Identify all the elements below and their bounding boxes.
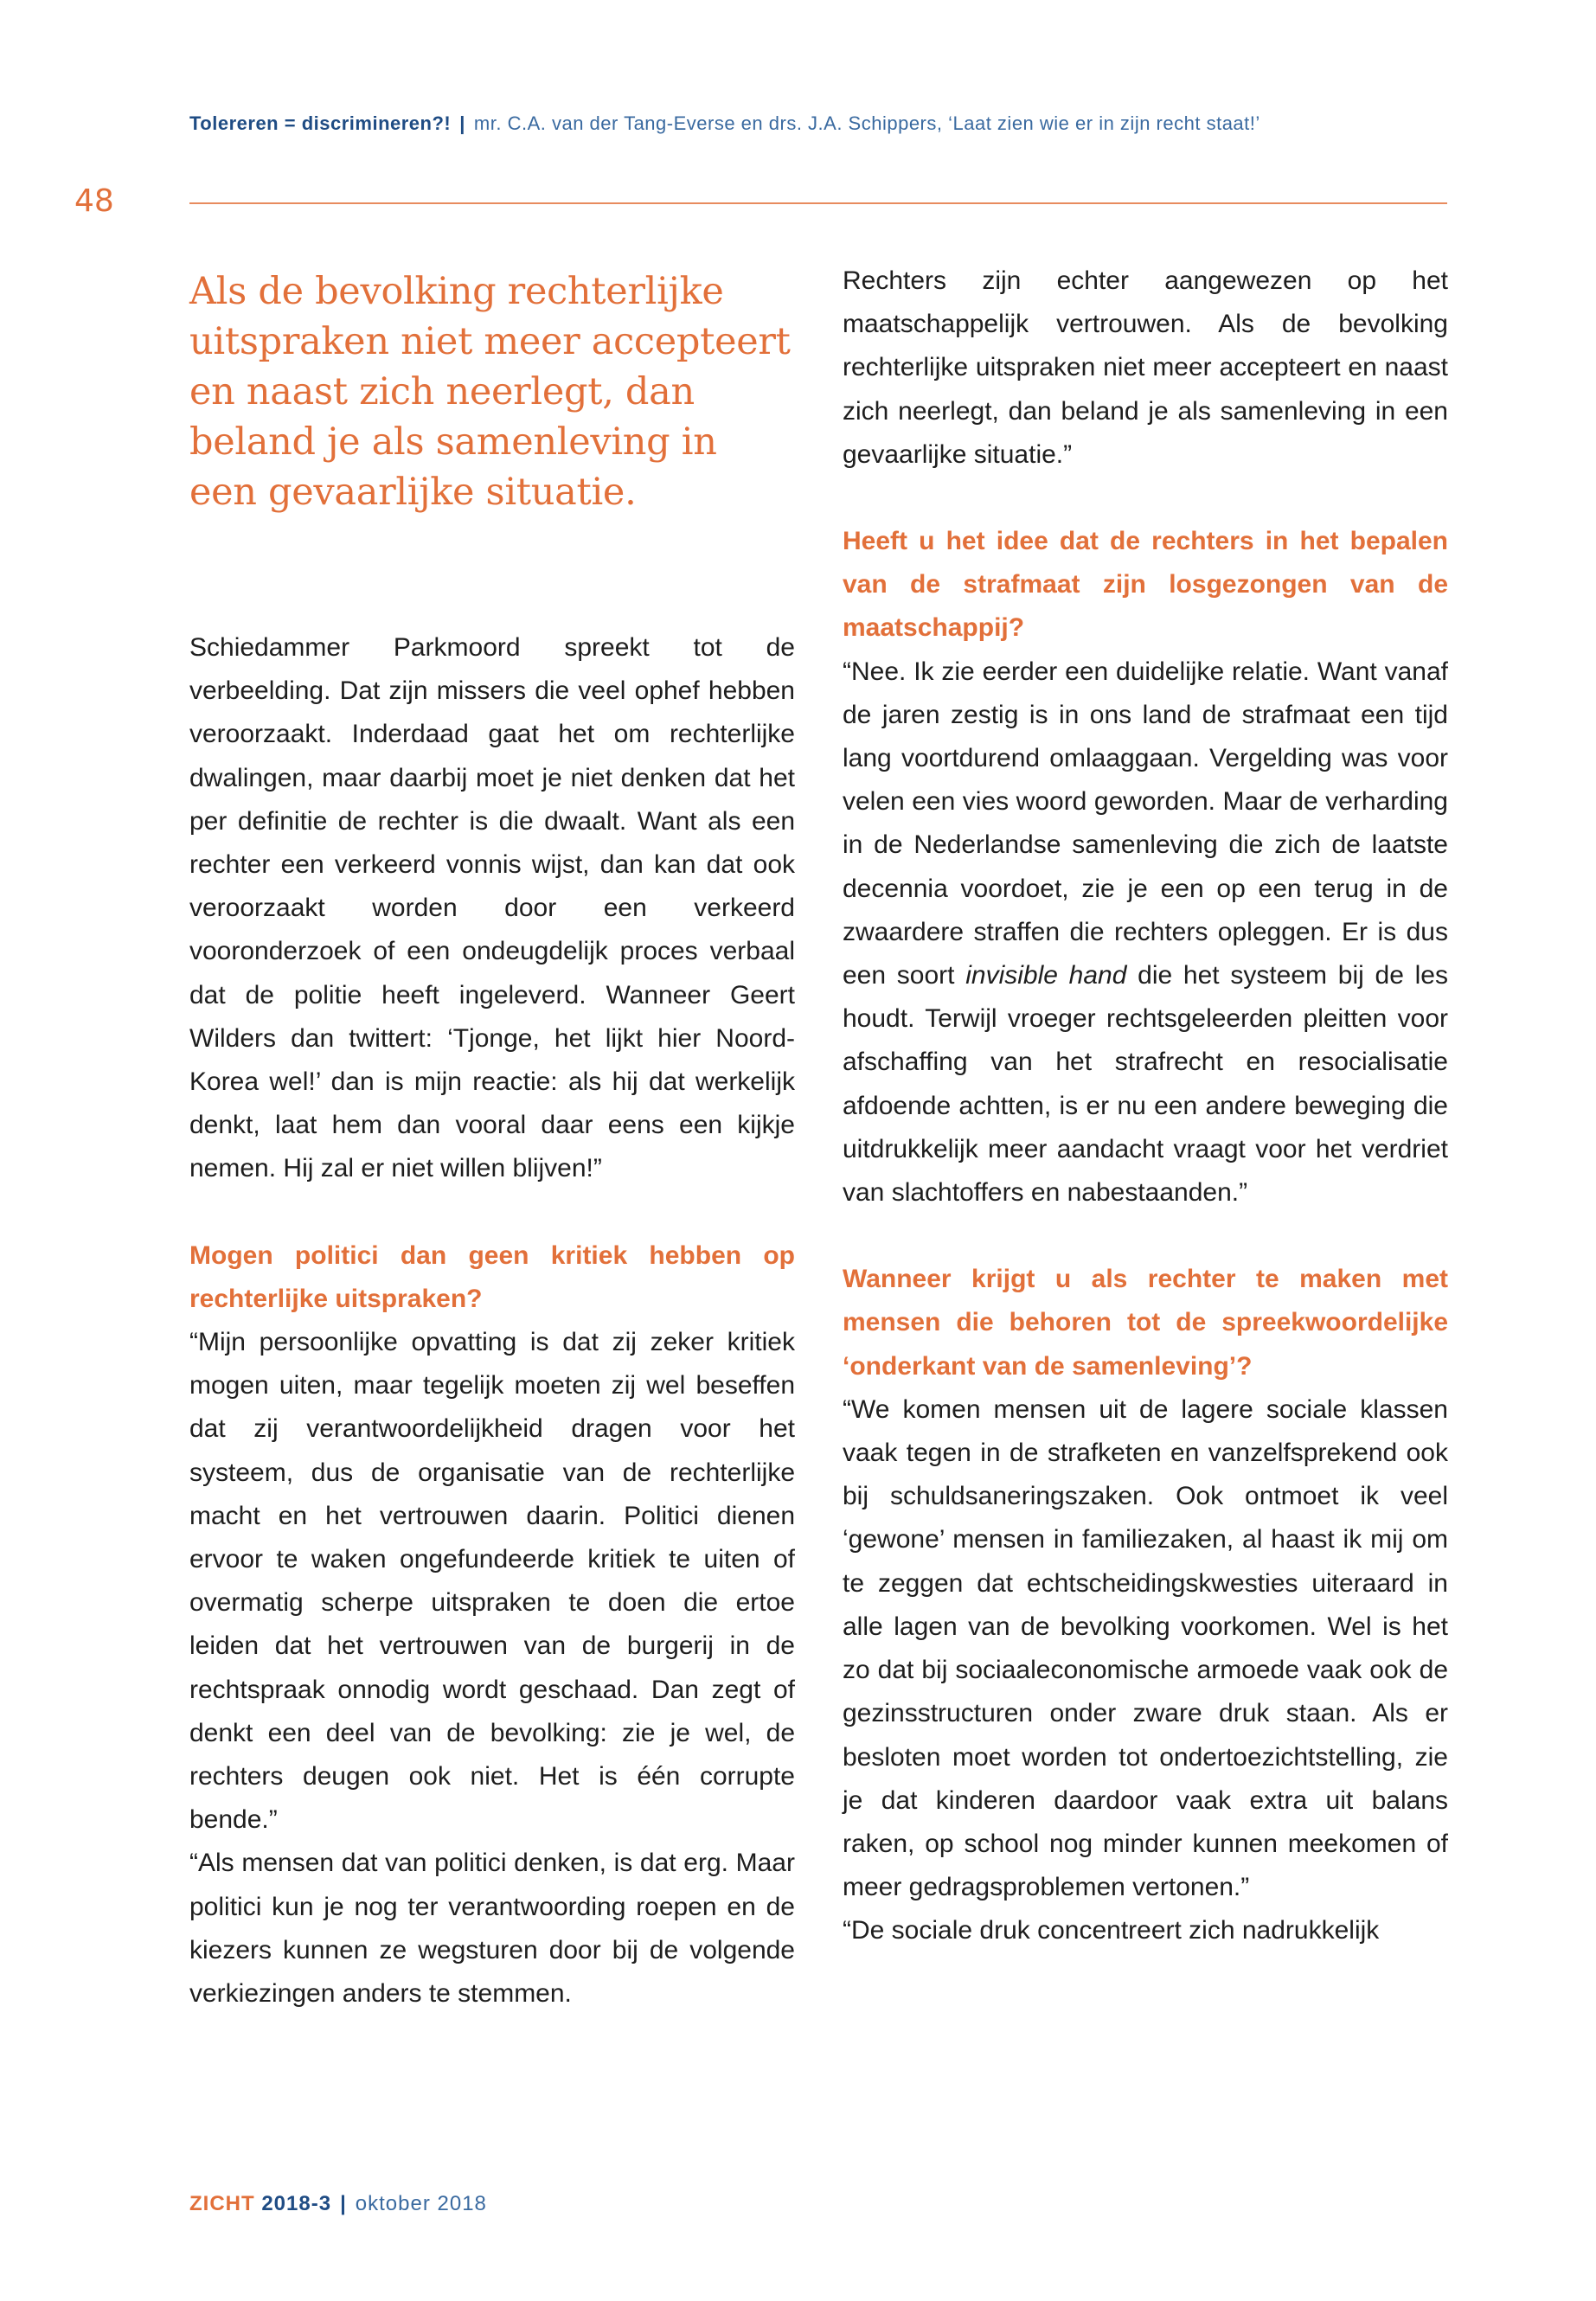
footer-magazine: ZICHT: [189, 2192, 255, 2215]
pull-quote: Als de bevolking rechterlijke uitspraken niet meer accepteert en naast zich neerlegt, dan beland je als samenleving in een gevaarlijke situatie.: [189, 270, 791, 514]
spacer: [843, 1215, 1448, 1258]
body-paragraph: “Als mensen dat van politici denken, is dat erg. Maar politici kun je nog ter verantwoording roepen en de kiezers kunnen ze wegsturen door bij de volgende verkiezingen anders te stemmen.: [189, 1849, 795, 2009]
page-number: 48: [74, 183, 114, 219]
interview-question: Mogen politici dan geen kritiek hebben op rechterlijke uitspraken?: [189, 1240, 795, 1313]
running-header-authors: mr. C.A. van der Tang-Everse en drs. J.A. Schippers, ‘Laat zien wie er in zijn recht staat!’: [473, 112, 1260, 134]
header-divider: [189, 202, 1447, 204]
interview-question: Heeft u het idee dat de rechters in het bepalen van de strafmaat zijn losgezongen van de maatschappij?: [843, 527, 1448, 643]
body-text: “Nee. Ik zie eerder een duidelijke relatie. Want vanaf de jaren zestig is in ons land de strafmaat een tijd lang voortdurend omlaaggaan. Vergelding was voor velen een vies woord geworden. Maar de verharding in de Nederlandse samenleving die zich de laatste decennia voordoet, zie je een op een terug in de zwaardere straffen die rechters opleggen. Er is dus een soort: [843, 657, 1448, 990]
body-paragraph: Rechters zijn echter aangewezen op het maatschappelijk vertrouwen. Als de bevolking rechterlijke uitspraken niet meer accepteert en naast zich neerlegt, dan beland je als samenleving in een gevaarlijke situatie.”: [843, 266, 1448, 469]
italic-phrase: invisible hand: [965, 961, 1127, 990]
right-column: [843, 260, 1448, 1953]
body-paragraph: “We komen mensen uit de lagere sociale klassen vaak tegen in de strafketen en vanzelfsprekend ook bij schuldsaneringszaken. Ook ontmoet ik veel ‘gewone’ mensen in familiezaken, al haast ik mij om te zeggen dat echtscheidingskwesties uiteraard in alle lagen van de bevolking voorkomen. Wel is het zo dat bij sociaaleconomische armoede vaak ook de gezinsstructuren onder zware druk staan. Als er besloten moet worden tot ondertoezichtstelling, zie je dat kinderen daardoor vaak extra uit balans raken, op school nog minder kunnen meekomen of meer gedragsproblemen vertonen.”: [843, 1394, 1448, 1902]
left-column: [189, 260, 795, 2016]
running-header: [189, 112, 1452, 135]
body-paragraph: [843, 651, 1448, 1215]
footer-issue: 2018-3: [261, 2192, 332, 2215]
body-paragraph: Schiedammer Parkmoord spreekt tot de verbeelding. Dat zijn missers die veel ophef hebben veroorzaakt. Inderdaad gaat het om rechterlijke dwalingen, maar daarbij moet je niet denken dat het per definitie de rechter is die dwaalt. Want als een rechter een verkeerd vonnis wijst, dan kan dat ook veroorzaakt worden door een verkeerd vooronderzoek of een ondeugdelijk proces verbaal dat de politie heeft ingeleverd. Wanneer Geert Wilders dan twittert: ‘Tjonge, het lijkt hier Noord-Korea wel!’ dan is mijn reactie: als hij dat werkelijk denkt, laat hem dan vooral daar eens een kijkje nemen. Hij zal er niet willen blijven!”: [189, 633, 795, 1183]
interview-question: Wanneer krijgt u als rechter te maken met mensen die behoren tot de spreekwoordelijke ‘onderkant van de samenleving’?: [843, 1265, 1448, 1381]
running-header-title: Tolereren = discrimineren?!: [189, 112, 452, 134]
spacer: [189, 1191, 795, 1234]
body-paragraph: “Mijn persoonlijke opvatting is dat zij zeker kritiek mogen uiten, maar tegelijk moeten zij wel beseffen dat zij verantwoordelijkheid dragen voor het systeem, dus de organisatie van de rechterlijke macht en het vertrouwen daarin. Politici dienen ervoor te waken ongefundeerde kritiek te uiten of overmatig scherpe uitspraken te doen die ertoe leiden dat het vertrouwen van de burgerij in de rechtspraak onnodig wordt geschaad. Dan zegt of denkt een deel van de bevolking: zie je wel, de rechters deugen ook niet. Het is één corrupte bende.”: [189, 1328, 795, 1835]
running-header-separator: |: [459, 112, 465, 134]
spacer: [189, 517, 795, 626]
body-text: die het systeem bij de les houdt. Terwijl vroeger rechtsgeleerden pleitten voor afschaffing van het strafrecht en resocialisatie afdoende achtten, is er nu een andere beweging die uitdrukkelijk meer aandacht vraagt voor het verdriet van slachtoffers en nabestaanden.”: [843, 961, 1448, 1208]
body-paragraph: “De sociale druk concentreert zich nadrukkelijk: [843, 1916, 1380, 1945]
footer-separator: |: [340, 2192, 347, 2215]
spacer: [843, 477, 1448, 520]
page-footer: [189, 2192, 487, 2216]
footer-date: oktober 2018: [355, 2192, 487, 2215]
